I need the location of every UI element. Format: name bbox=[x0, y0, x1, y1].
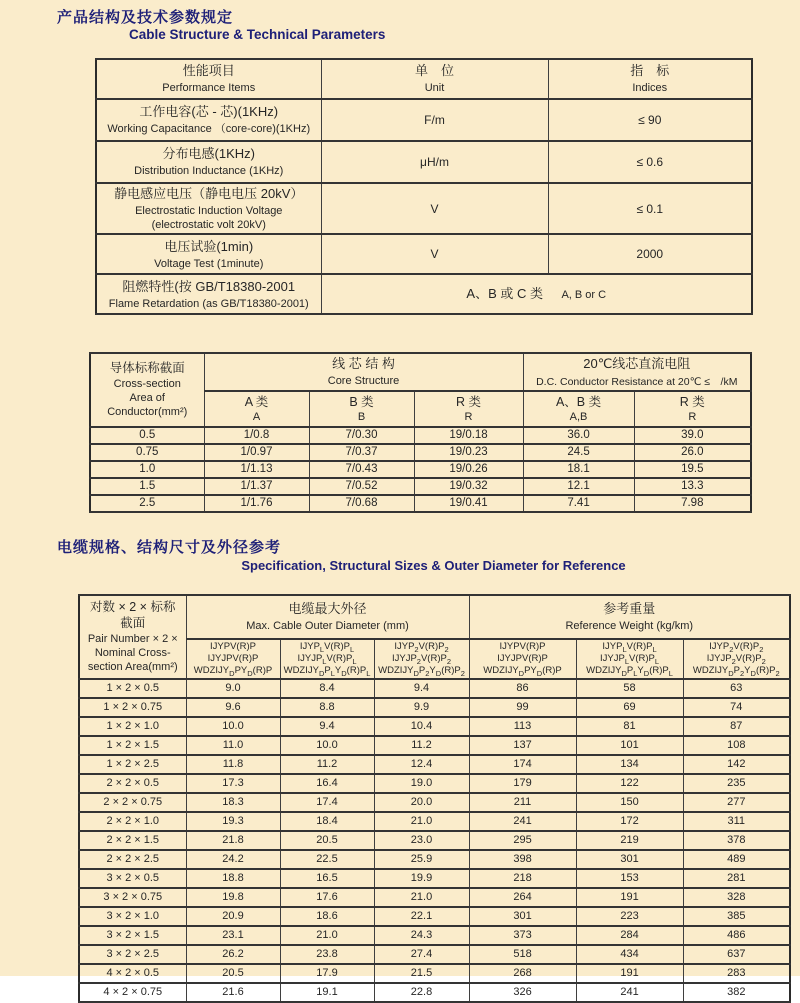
row-label-cell: 2 × 2 × 1.0 bbox=[79, 812, 186, 831]
value-cell: 1/1.76 bbox=[204, 495, 309, 512]
value-cell: 311 bbox=[683, 812, 790, 831]
value-cell: 301 bbox=[469, 907, 576, 926]
value-cell: 18.1 bbox=[523, 461, 634, 478]
table3-model-header-row bbox=[79, 639, 790, 679]
header-en: Indices bbox=[632, 82, 668, 95]
value-cell: 122 bbox=[576, 774, 683, 793]
row-label-cell: 1.5 bbox=[90, 478, 204, 495]
value-zh: A、B 或 C 类 bbox=[466, 286, 543, 302]
value-cell: 25.9 bbox=[374, 850, 469, 869]
col-header-indices bbox=[548, 59, 752, 99]
value-cell: 22.8 bbox=[374, 983, 469, 1002]
row-label-cell: 0.5 bbox=[90, 427, 204, 444]
table-row bbox=[79, 755, 790, 774]
value-cell: 19.5 bbox=[634, 461, 751, 478]
row-label-cell: 1 × 2 × 1.5 bbox=[79, 736, 186, 755]
table-row bbox=[96, 274, 752, 314]
value-cell: 301 bbox=[576, 850, 683, 869]
row-label-cell: 3 × 2 × 0.75 bbox=[79, 888, 186, 907]
value-cell: 378 bbox=[683, 831, 790, 850]
header-zh: 参考重量 bbox=[603, 601, 656, 617]
value-cell: 19.1 bbox=[280, 983, 374, 1002]
table-row bbox=[96, 183, 752, 234]
value-cell: 7.41 bbox=[523, 495, 634, 512]
table-row bbox=[79, 793, 790, 812]
index-cell: ≤ 0.6 bbox=[548, 141, 752, 183]
table-row bbox=[90, 495, 751, 512]
value-cell: 328 bbox=[683, 888, 790, 907]
value-cell: 9.4 bbox=[374, 679, 469, 698]
value-cell: 385 bbox=[683, 907, 790, 926]
table-row bbox=[79, 945, 790, 964]
value-cell: 17.4 bbox=[280, 793, 374, 812]
table-row bbox=[90, 461, 751, 478]
model-header-diameter-2: $IJYP_2V(R)P_2$ $IJYJP_2V(R)P_2$ $WDZIJY_DP_2Y_D(R)P_2$ bbox=[374, 639, 469, 679]
value-cell: 101 bbox=[576, 736, 683, 755]
header-zh: 导体标称截面 bbox=[109, 361, 185, 376]
value-cell: 24.3 bbox=[374, 926, 469, 945]
value-cell: 22.1 bbox=[374, 907, 469, 926]
item-zh: 分布电感(1KHz) bbox=[162, 146, 255, 162]
value-cell: 241 bbox=[576, 983, 683, 1002]
header-en: Pair Number × 2 × bbox=[87, 632, 178, 645]
value-cell: 268 bbox=[469, 964, 576, 983]
value-cell: 142 bbox=[683, 755, 790, 774]
value-cell: 58 bbox=[576, 679, 683, 698]
header-en: Performance Items bbox=[162, 82, 256, 95]
value-cell: 22.5 bbox=[280, 850, 374, 869]
group-header-reference-weight bbox=[469, 595, 790, 639]
value-cell: 17.6 bbox=[280, 888, 374, 907]
row-label-cell: 3 × 2 × 0.5 bbox=[79, 869, 186, 888]
value-cell: 21.0 bbox=[374, 812, 469, 831]
group-header-max-outer-diameter bbox=[186, 595, 469, 639]
value-cell: 108 bbox=[683, 736, 790, 755]
row-label-cell: 2 × 2 × 0.75 bbox=[79, 793, 186, 812]
value-cell: 1/1.13 bbox=[204, 461, 309, 478]
value-cell: 283 bbox=[683, 964, 790, 983]
value-cell: 20.9 bbox=[186, 907, 280, 926]
value-cell: 18.8 bbox=[186, 869, 280, 888]
value-cell: 24.5 bbox=[523, 444, 634, 461]
value-cell: 19/0.18 bbox=[414, 427, 523, 444]
item-zh: 电压试验(1min) bbox=[164, 238, 254, 254]
value-cell: 1/1.37 bbox=[204, 478, 309, 495]
item-cell bbox=[96, 141, 321, 183]
table-row bbox=[96, 234, 752, 274]
table-row bbox=[79, 717, 790, 736]
value-cell: 153 bbox=[576, 869, 683, 888]
table-row bbox=[79, 736, 790, 755]
header-zh: 性能项目 bbox=[182, 63, 235, 79]
row-label-cell: 2 × 2 × 2.5 bbox=[79, 850, 186, 869]
item-cell bbox=[96, 183, 321, 234]
row-label-cell: 3 × 2 × 2.5 bbox=[79, 945, 186, 964]
item-en: Working Capacitance （core-core)(1KHz) bbox=[107, 123, 311, 136]
table1-header-row bbox=[96, 59, 752, 99]
table-row bbox=[79, 831, 790, 850]
index-cell: ≤ 0.1 bbox=[548, 183, 752, 234]
group-header-dc-resistance bbox=[523, 353, 751, 391]
sub-zh: R 类 bbox=[679, 394, 705, 409]
value-cell: 174 bbox=[469, 755, 576, 774]
model-header-weight-2: $IJYP_2V(R)P_2$ $IJYJP_2V(R)P_2$ $WDZIJY_DP_2Y_D(R)P_2$ bbox=[683, 639, 790, 679]
header-en: Cross-section bbox=[113, 377, 181, 390]
item-zh: 阻燃特性(按 GB/T18380-2001 bbox=[122, 278, 296, 294]
value-cell: 373 bbox=[469, 926, 576, 945]
value-cell: 23.1 bbox=[186, 926, 280, 945]
value-cell: 16.5 bbox=[280, 869, 374, 888]
value-cell: 19/0.26 bbox=[414, 461, 523, 478]
value-cell: 24.2 bbox=[186, 850, 280, 869]
value-cell: 9.6 bbox=[186, 698, 280, 717]
section2-title-zh: 电缆规格、结构尺寸及外径参考 bbox=[57, 539, 282, 556]
value-cell: 20.5 bbox=[280, 831, 374, 850]
value-cell: 241 bbox=[469, 812, 576, 831]
value-cell: 20.0 bbox=[374, 793, 469, 812]
value-cell: 179 bbox=[469, 774, 576, 793]
row-label-cell: 2.5 bbox=[90, 495, 204, 512]
row-label-cell: 1 × 2 × 1.0 bbox=[79, 717, 186, 736]
item-zh: 工作电容(芯 - 芯)(1KHz) bbox=[139, 104, 279, 120]
value-cell: 23.0 bbox=[374, 831, 469, 850]
header-zh: 截面 bbox=[120, 616, 146, 631]
table-row bbox=[90, 478, 751, 495]
row-label-cell: 2 × 2 × 1.5 bbox=[79, 831, 186, 850]
header-en: Max. Cable Outer Diameter (mm) bbox=[246, 620, 409, 633]
value-cell: 191 bbox=[576, 888, 683, 907]
value-cell: 113 bbox=[469, 717, 576, 736]
value-cell: 382 bbox=[683, 983, 790, 1002]
value-cell: 69 bbox=[576, 698, 683, 717]
value-cell: 19/0.23 bbox=[414, 444, 523, 461]
value-cell: 134 bbox=[576, 755, 683, 774]
value-cell: 518 bbox=[469, 945, 576, 964]
sub-zh: A 类 bbox=[244, 394, 269, 409]
value-cell: 21.6 bbox=[186, 983, 280, 1002]
model-header-weight-1: $IJYP_LV(R)P_L$ $IJYJP_LV(R)P_L$ $WDZIJY_DP_LY_D(R)P_L$ bbox=[576, 639, 683, 679]
value-cell: 434 bbox=[576, 945, 683, 964]
value-cell: 18.3 bbox=[186, 793, 280, 812]
value-cell: 191 bbox=[576, 964, 683, 983]
header-en: Area of Conductor(mm²) bbox=[107, 391, 188, 419]
header-en: D.C. Conductor Resistance at 20℃ ≤ /kM bbox=[536, 375, 738, 388]
model-header-diameter-0: IJYPV(R)P IJYJPV(R)P $WDZIJY_DPY_D(R)P$ bbox=[186, 639, 280, 679]
index-cell: 2000 bbox=[548, 234, 752, 274]
technical-parameters-table bbox=[95, 58, 753, 315]
value-cell: 10.4 bbox=[374, 717, 469, 736]
value-cell: 19.3 bbox=[186, 812, 280, 831]
value-cell: 63 bbox=[683, 679, 790, 698]
section1-title-en: Cable Structure & Technical Parameters bbox=[129, 27, 386, 42]
value-cell: 326 bbox=[469, 983, 576, 1002]
value-cell: 277 bbox=[683, 793, 790, 812]
sub-header-class-b bbox=[309, 391, 414, 427]
sub-en: B bbox=[357, 410, 366, 423]
unit-cell: μH/m bbox=[321, 141, 548, 183]
value-cell: 16.4 bbox=[280, 774, 374, 793]
unit-cell: F/m bbox=[321, 99, 548, 141]
row-label-cell: 1 × 2 × 2.5 bbox=[79, 755, 186, 774]
value-cell: 284 bbox=[576, 926, 683, 945]
value-cell: 19.0 bbox=[374, 774, 469, 793]
value-cell: 21.8 bbox=[186, 831, 280, 850]
value-cell: 99 bbox=[469, 698, 576, 717]
table-row bbox=[79, 774, 790, 793]
row-label-cell: 1 × 2 × 0.75 bbox=[79, 698, 186, 717]
table-row bbox=[79, 888, 790, 907]
value-cell: 19/0.41 bbox=[414, 495, 523, 512]
value-cell: 1/0.97 bbox=[204, 444, 309, 461]
col-header-conductor-cross-section bbox=[90, 353, 204, 427]
table2-group-header-row bbox=[90, 353, 751, 391]
value-cell: 218 bbox=[469, 869, 576, 888]
value-cell: 17.3 bbox=[186, 774, 280, 793]
sub-zh: R 类 bbox=[456, 394, 482, 409]
value-cell: 17.9 bbox=[280, 964, 374, 983]
table-row bbox=[79, 964, 790, 983]
value-cell: 281 bbox=[683, 869, 790, 888]
group-header-core-structure bbox=[204, 353, 523, 391]
value-cell: 264 bbox=[469, 888, 576, 907]
value-cell: 7.98 bbox=[634, 495, 751, 512]
table-row bbox=[90, 444, 751, 461]
table-row bbox=[79, 698, 790, 717]
value-cell: 1/0.8 bbox=[204, 427, 309, 444]
value-cell: 19/0.32 bbox=[414, 478, 523, 495]
value-cell: 10.0 bbox=[186, 717, 280, 736]
sub-zh: B 类 bbox=[349, 394, 374, 409]
value-cell: 637 bbox=[683, 945, 790, 964]
value-cell: 295 bbox=[469, 831, 576, 850]
item-zh: 静电感应电压（静电电压 20kV） bbox=[114, 186, 304, 201]
value-cell: 7/0.43 bbox=[309, 461, 414, 478]
sub-header-class-ab bbox=[523, 391, 634, 427]
item-en: Voltage Test (1minute) bbox=[154, 257, 264, 270]
sub-en: A bbox=[252, 410, 261, 423]
value-cell: 21.0 bbox=[374, 888, 469, 907]
table-row bbox=[96, 99, 752, 141]
table-row bbox=[79, 850, 790, 869]
value-cell: 137 bbox=[469, 736, 576, 755]
value-cell: 12.4 bbox=[374, 755, 469, 774]
model-header-diameter-1: $IJYP_LV(R)P_L$ $IJYJP_LV(R)P_L$ $WDZIJY_DP_LY_D(R)P_L$ bbox=[280, 639, 374, 679]
col-header-performance-items bbox=[96, 59, 321, 99]
table-row bbox=[79, 926, 790, 945]
value-cell: 12.1 bbox=[523, 478, 634, 495]
item-cell bbox=[96, 99, 321, 141]
value-cell: 39.0 bbox=[634, 427, 751, 444]
section2-title-en: Specification, Structural Sizes & Outer Diameter for Reference bbox=[241, 558, 626, 573]
value-cell: 86 bbox=[469, 679, 576, 698]
header-zh: 线 芯 结 构 bbox=[332, 356, 395, 372]
header-en: Core Structure bbox=[327, 375, 400, 388]
col-header-pair-number bbox=[79, 595, 186, 679]
value-cell: 27.4 bbox=[374, 945, 469, 964]
value-cell: 11.2 bbox=[280, 755, 374, 774]
value-cell: 18.4 bbox=[280, 812, 374, 831]
section1-title-zh: 产品结构及技术参数规定 bbox=[57, 9, 234, 26]
sub-header-class-r2 bbox=[634, 391, 751, 427]
value-cell: 19.8 bbox=[186, 888, 280, 907]
table-row bbox=[79, 812, 790, 831]
model-header-weight-0: IJYPV(R)P IJYJPV(R)P $WDZIJY_DPY_D(R)P$ bbox=[469, 639, 576, 679]
header-en: section Area(mm²) bbox=[87, 661, 178, 674]
row-label-cell: 3 × 2 × 1.5 bbox=[79, 926, 186, 945]
value-cell: 21.5 bbox=[374, 964, 469, 983]
sub-header-class-r bbox=[414, 391, 523, 427]
row-label-cell: 1.0 bbox=[90, 461, 204, 478]
value-cell: 211 bbox=[469, 793, 576, 812]
value-cell: 9.9 bbox=[374, 698, 469, 717]
header-en: Nominal Cross- bbox=[94, 646, 171, 659]
value-cell: 23.8 bbox=[280, 945, 374, 964]
value-cell: 26.0 bbox=[634, 444, 751, 461]
table-row bbox=[79, 907, 790, 926]
row-label-cell: 4 × 2 × 0.5 bbox=[79, 964, 186, 983]
table-row bbox=[79, 869, 790, 888]
value-cell: 20.5 bbox=[186, 964, 280, 983]
value-cell: 11.0 bbox=[186, 736, 280, 755]
dimensions-weight-table bbox=[78, 594, 791, 1003]
value-cell: 150 bbox=[576, 793, 683, 812]
value-cell: 11.2 bbox=[374, 736, 469, 755]
value-cell: 9.0 bbox=[186, 679, 280, 698]
value-cell: 87 bbox=[683, 717, 790, 736]
sub-header-class-a bbox=[204, 391, 309, 427]
row-label-cell: 4 × 2 × 0.75 bbox=[79, 983, 186, 1002]
sub-en: A,B bbox=[569, 410, 588, 423]
sub-en: R bbox=[464, 410, 473, 423]
value-cell: 7/0.37 bbox=[309, 444, 414, 461]
row-label-cell: 1 × 2 × 0.5 bbox=[79, 679, 186, 698]
value-cell: 172 bbox=[576, 812, 683, 831]
unit-cell: V bbox=[321, 234, 548, 274]
col-header-unit bbox=[321, 59, 548, 99]
value-cell: 81 bbox=[576, 717, 683, 736]
value-cell: 398 bbox=[469, 850, 576, 869]
value-en: A, B or C bbox=[561, 289, 607, 302]
value-cell: 7/0.68 bbox=[309, 495, 414, 512]
header-en: Reference Weight (kg/km) bbox=[565, 620, 694, 633]
header-zh: 对数 × 2 × 标称 bbox=[90, 600, 176, 615]
value-cell: 7/0.30 bbox=[309, 427, 414, 444]
value-cell: 7/0.52 bbox=[309, 478, 414, 495]
item-en: Distribution Inductance (1KHz) bbox=[134, 165, 284, 178]
value-cell: 223 bbox=[576, 907, 683, 926]
item-en2: (electrostatic volt 20kV) bbox=[151, 219, 266, 232]
item-cell bbox=[96, 274, 321, 314]
value-cell: 10.0 bbox=[280, 736, 374, 755]
value-cell: 219 bbox=[576, 831, 683, 850]
row-label-cell: 3 × 2 × 1.0 bbox=[79, 907, 186, 926]
unit-cell: V bbox=[321, 183, 548, 234]
value-cell: 8.8 bbox=[280, 698, 374, 717]
value-cell: 13.3 bbox=[634, 478, 751, 495]
value-cell: 19.9 bbox=[374, 869, 469, 888]
table-row bbox=[79, 983, 790, 1002]
value-cell: 486 bbox=[683, 926, 790, 945]
value-cell: 36.0 bbox=[523, 427, 634, 444]
table-row bbox=[79, 679, 790, 698]
value-cell: 489 bbox=[683, 850, 790, 869]
sub-en: R bbox=[688, 410, 697, 423]
value-cell: 74 bbox=[683, 698, 790, 717]
sub-zh: A、B 类 bbox=[555, 394, 602, 409]
header-zh: 指 标 bbox=[630, 63, 670, 79]
index-cell: ≤ 90 bbox=[548, 99, 752, 141]
header-zh: 电缆最大外径 bbox=[288, 601, 367, 617]
value-cell: 8.4 bbox=[280, 679, 374, 698]
item-en: Flame Retardation (as GB/T18380-2001) bbox=[108, 297, 309, 310]
header-en: Unit bbox=[424, 82, 445, 95]
item-cell bbox=[96, 234, 321, 274]
value-cell: 26.2 bbox=[186, 945, 280, 964]
value-cell: 11.8 bbox=[186, 755, 280, 774]
table-row bbox=[90, 427, 751, 444]
table3-group-header-row bbox=[79, 595, 790, 639]
header-zh: 单 位 bbox=[414, 63, 454, 79]
table-row bbox=[96, 141, 752, 183]
row-label-cell: 0.75 bbox=[90, 444, 204, 461]
value-cell: 21.0 bbox=[280, 926, 374, 945]
value-cell: 235 bbox=[683, 774, 790, 793]
header-zh: 20℃线芯直流电阻 bbox=[583, 356, 691, 371]
row-label-cell: 2 × 2 × 0.5 bbox=[79, 774, 186, 793]
core-structure-table bbox=[89, 352, 752, 513]
value-cell: 9.4 bbox=[280, 717, 374, 736]
item-en: Electrostatic Induction Voltage bbox=[135, 204, 283, 217]
value-cell: 18.6 bbox=[280, 907, 374, 926]
flame-class-cell bbox=[321, 274, 752, 314]
